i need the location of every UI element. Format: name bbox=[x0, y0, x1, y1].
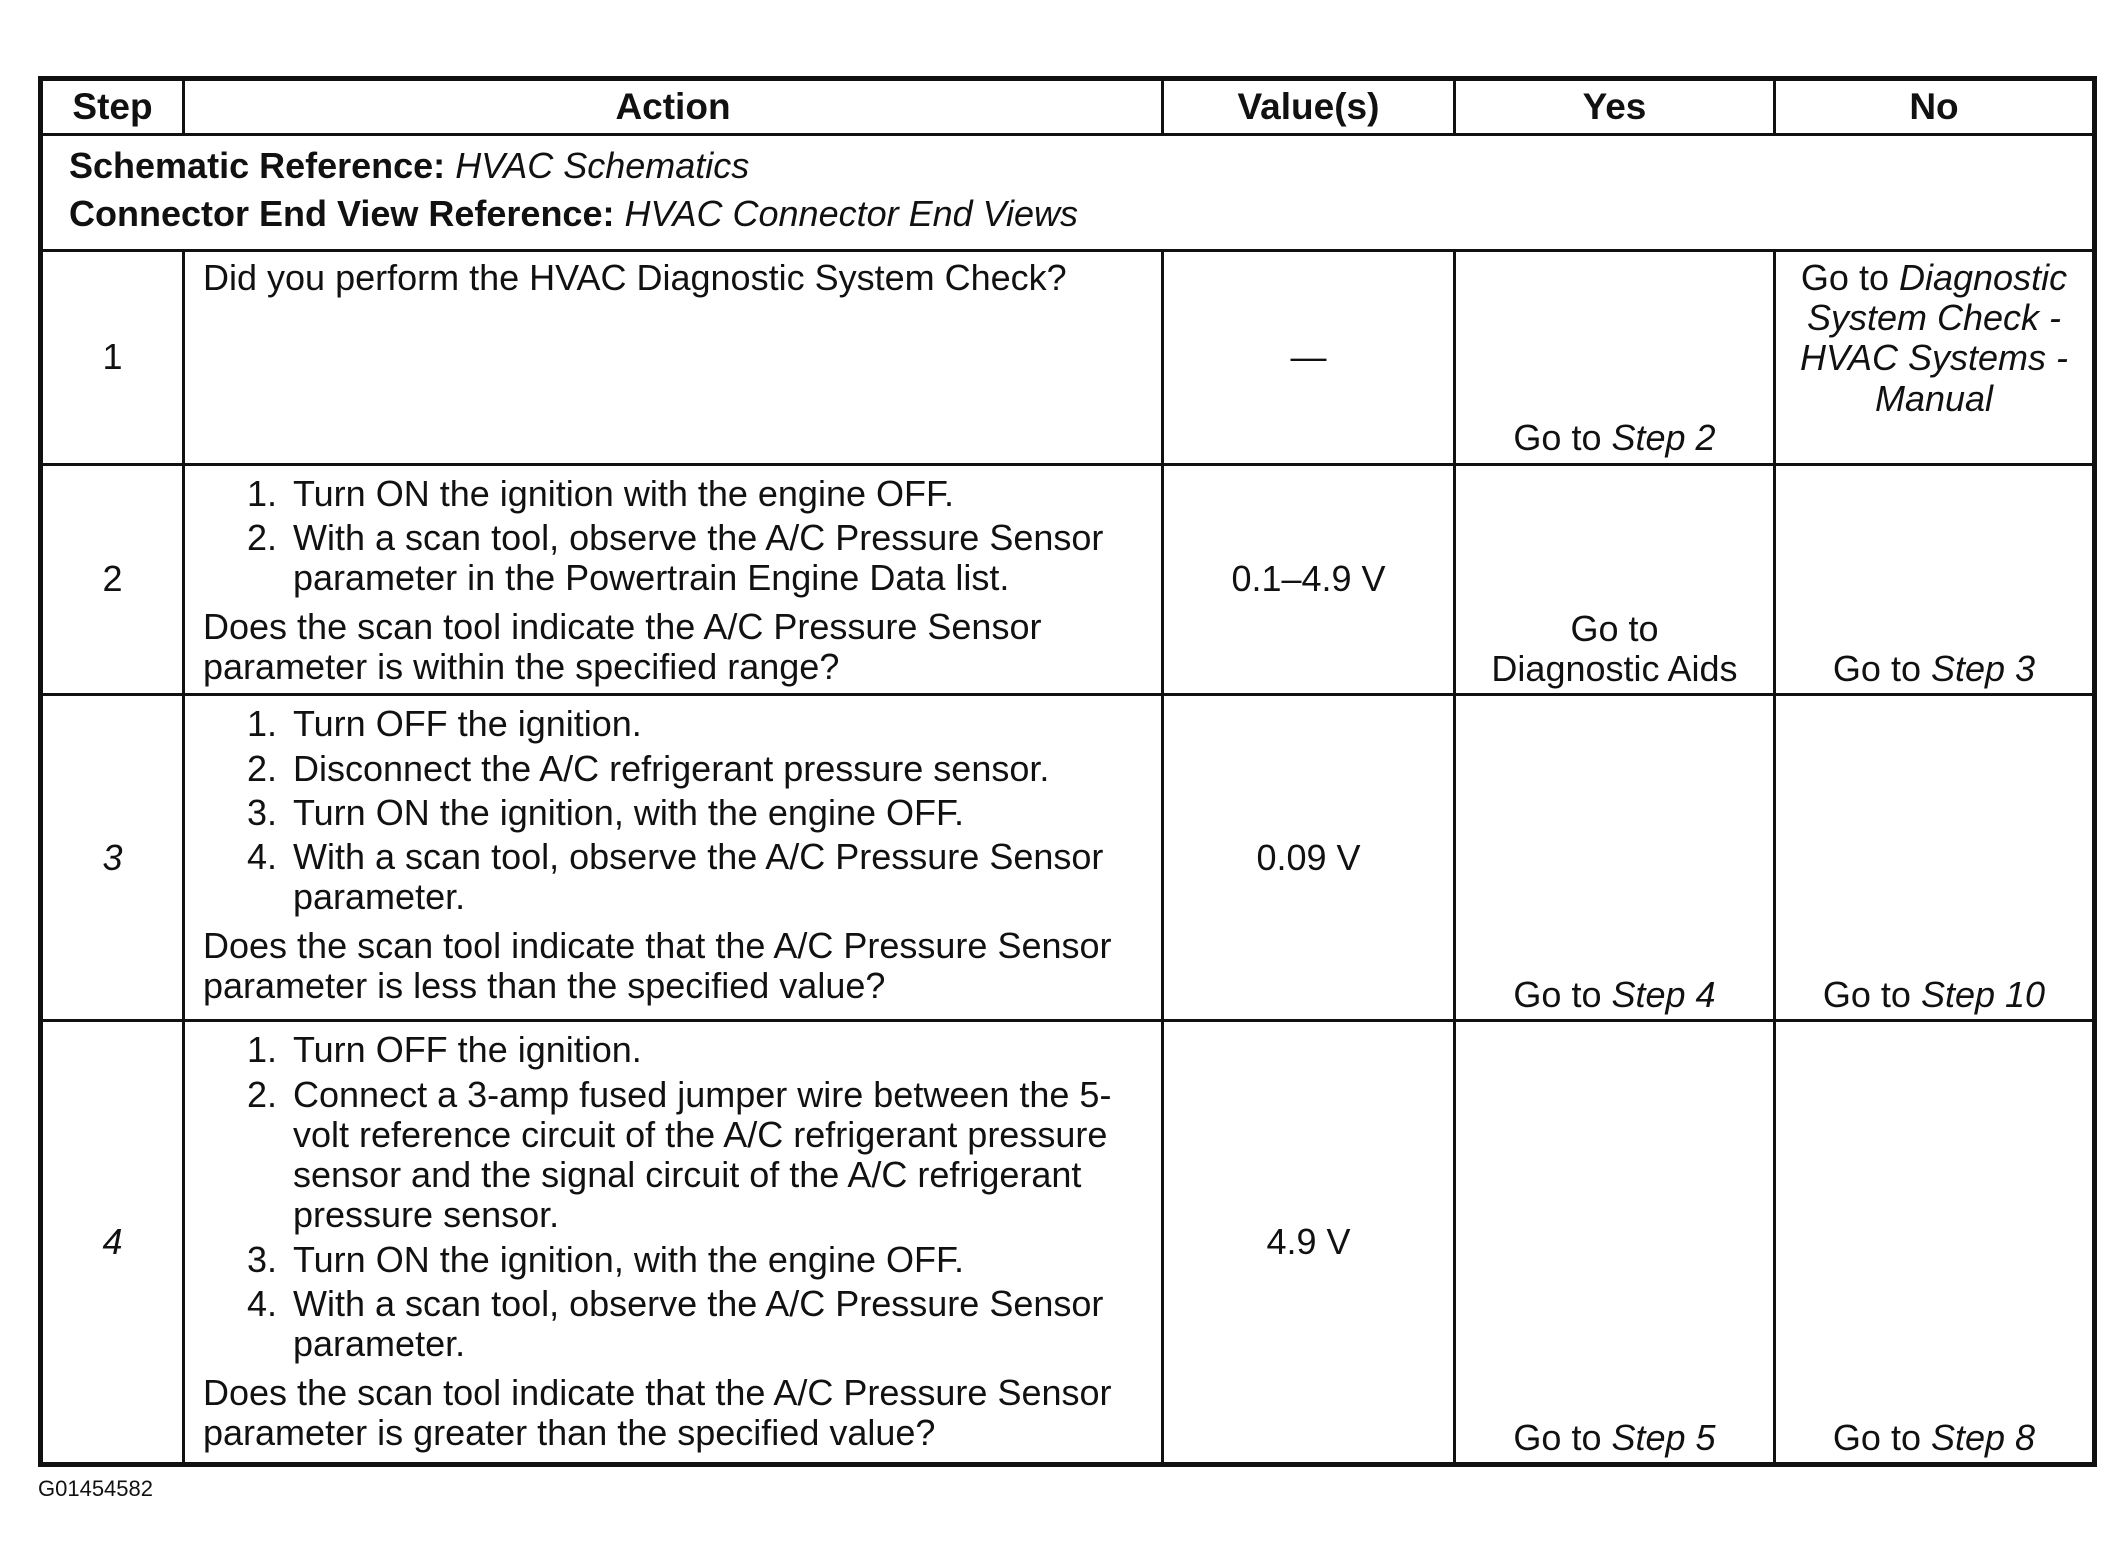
header-yes: Yes bbox=[1455, 79, 1775, 135]
reference-row bbox=[41, 135, 2095, 251]
table-row bbox=[41, 464, 2095, 695]
action-question: Does the scan tool indicate the A/C Pressure Sensor parameter is within the specified range? bbox=[203, 605, 1042, 687]
header-action: Action bbox=[184, 79, 1163, 135]
header-values: Value(s) bbox=[1163, 79, 1455, 135]
schematic-reference-link[interactable]: HVAC Schematics bbox=[455, 145, 750, 186]
no-cell bbox=[1775, 695, 2095, 1021]
action-step: 2. Connect a 3-amp fused jumper wire between the 5-volt reference circuit of the A/C refrigerant pressure sensor and the signal circuit of the A/C refrigerant pressure sensor. bbox=[287, 1075, 1147, 1236]
no-link[interactable]: Step 10 bbox=[1920, 973, 2046, 1015]
schematic-reference bbox=[69, 142, 2092, 190]
header-row bbox=[41, 79, 2095, 135]
action-cell bbox=[184, 464, 1163, 695]
no-prefix: Go to bbox=[1822, 973, 1921, 1015]
action-step: 1. Turn OFF the ignition. bbox=[287, 704, 1147, 744]
yes-prefix: Go to bbox=[1513, 417, 1612, 459]
action-question: Does the scan tool indicate that the A/C Pressure Sensor parameter is greater than the specified value? bbox=[203, 1371, 1112, 1453]
step-number: 1 bbox=[41, 250, 184, 464]
value-cell: — bbox=[1163, 250, 1455, 464]
header-step: Step bbox=[41, 79, 184, 135]
table-row bbox=[41, 250, 2095, 464]
yes-cell bbox=[1455, 250, 1775, 464]
figure-code: G01454582 bbox=[38, 1476, 153, 1501]
yes-link[interactable]: Step 2 bbox=[1611, 417, 1716, 459]
step-number: 3 bbox=[41, 695, 184, 1021]
yes-prefix: Go to bbox=[1513, 1416, 1612, 1458]
no-link[interactable]: Step 3 bbox=[1930, 647, 2036, 689]
yes-link[interactable]: Diagnostic Aids bbox=[1491, 647, 1738, 689]
step-number: 4 bbox=[41, 1021, 184, 1465]
action-step: 4. With a scan tool, observe the A/C Pressure Sensor parameter. bbox=[287, 1284, 1147, 1365]
action-cell bbox=[184, 1021, 1163, 1465]
action-step: 1. Turn OFF the ignition. bbox=[287, 1030, 1147, 1070]
no-cell bbox=[1775, 250, 2095, 464]
action-steps bbox=[203, 1030, 1147, 1365]
header-no: No bbox=[1775, 79, 2095, 135]
action-steps bbox=[203, 704, 1147, 918]
no-prefix: Go to bbox=[1800, 256, 1899, 298]
no-prefix: Go to bbox=[1832, 647, 1931, 689]
connector-reference-label: Connector End View Reference: bbox=[69, 193, 615, 235]
value-cell: 0.09 V bbox=[1163, 695, 1455, 1021]
action-steps bbox=[203, 474, 1147, 599]
table-row bbox=[41, 1021, 2095, 1465]
action-step: 3. Turn ON the ignition, with the engine OFF. bbox=[287, 793, 1147, 833]
action-step: 2. Disconnect the A/C refrigerant pressure sensor. bbox=[287, 749, 1147, 789]
yes-cell bbox=[1455, 464, 1775, 695]
action-step: 4. With a scan tool, observe the A/C Pressure Sensor parameter. bbox=[287, 837, 1147, 918]
yes-cell bbox=[1455, 695, 1775, 1021]
no-prefix: Go to bbox=[1832, 1416, 1931, 1458]
schematic-reference-label: Schematic Reference: bbox=[69, 145, 446, 186]
connector-reference bbox=[69, 190, 2092, 238]
no-link[interactable]: Step 8 bbox=[1930, 1416, 2036, 1458]
table-row bbox=[41, 695, 2095, 1021]
action-question: Did you perform the HVAC Diagnostic System Check? bbox=[203, 256, 1067, 298]
no-cell bbox=[1775, 464, 2095, 695]
action-question: Does the scan tool indicate that the A/C Pressure Sensor parameter is less than the specified value? bbox=[203, 924, 1112, 1007]
connector-reference-link[interactable]: HVAC Connector End Views bbox=[624, 193, 1079, 235]
action-cell bbox=[184, 695, 1163, 1021]
yes-link[interactable]: Step 5 bbox=[1611, 1416, 1716, 1458]
action-cell bbox=[184, 250, 1163, 464]
step-number: 2 bbox=[41, 464, 184, 695]
yes-prefix: Go to bbox=[1570, 607, 1659, 649]
yes-link[interactable]: Step 4 bbox=[1611, 973, 1716, 1015]
yes-prefix: Go to bbox=[1513, 973, 1612, 1015]
yes-cell bbox=[1455, 1021, 1775, 1465]
action-step: 3. Turn ON the ignition, with the engine OFF. bbox=[287, 1240, 1147, 1280]
value-cell: 0.1–4.9 V bbox=[1163, 464, 1455, 695]
value-cell: 4.9 V bbox=[1163, 1021, 1455, 1465]
no-cell bbox=[1775, 1021, 2095, 1465]
reference-cell bbox=[41, 135, 2095, 251]
action-step: 1. Turn ON the ignition with the engine OFF. bbox=[287, 474, 1147, 514]
no-link[interactable]: Diagnostic System Check - HVAC Systems - Manual bbox=[1799, 256, 2069, 419]
diagnostic-table bbox=[38, 76, 2097, 1467]
action-step: 2. With a scan tool, observe the A/C Pressure Sensor parameter in the Powertrain Engine Data list. bbox=[287, 518, 1147, 599]
